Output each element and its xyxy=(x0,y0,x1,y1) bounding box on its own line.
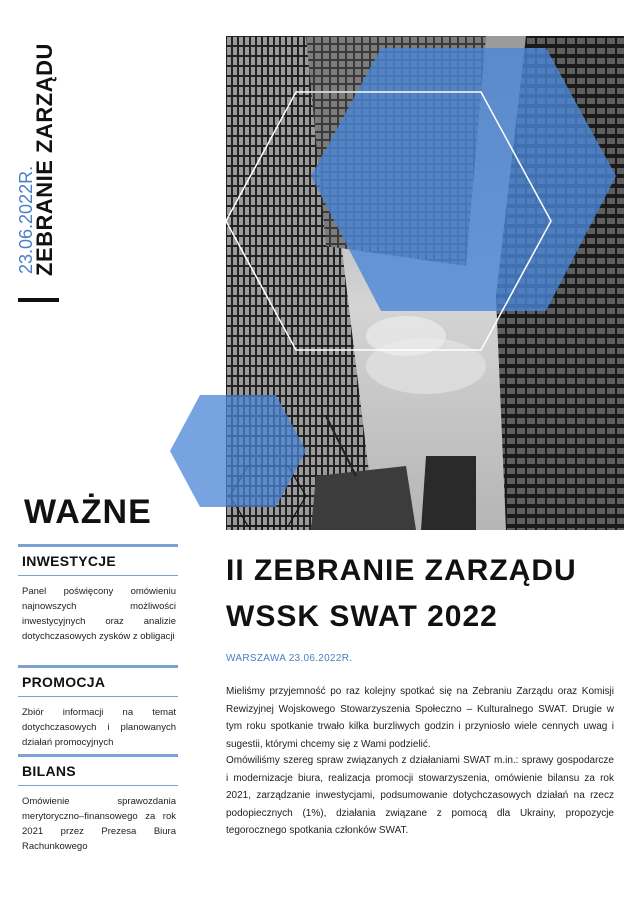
paragraph-1: Mieliśmy przyjemność po raz kolejny spotkać się na Zebraniu Zarządu oraz Komisji Rewizyjnej Wojskowego Stowarzyszenia Społeczno – Kulturalnego SWAT. Drugie w tym roku spotkanie trwało kilka burzliwych godzin i przyniosło wiele cennych uwag i sugestii, którymi chcemy się z Wami podzielić. xyxy=(226,686,614,750)
section-text: Omówienie sprawozdania merytoryczno–finansowego za rok 2021 przez Prezesa Biura Rachunkowego xyxy=(22,796,176,852)
vertical-title: ZEBRANIE ZARZĄDU xyxy=(32,43,57,276)
section-rule xyxy=(18,754,178,757)
section-title: PROMOCJA xyxy=(22,674,106,690)
blue-hexagon-decoration xyxy=(170,395,306,507)
accent-bar xyxy=(18,298,59,302)
section-text: Panel poświęcony omówieniu najnowszych możliwości inwestycyjnych oraz analizie dotychczasowych zysków z obligacji xyxy=(22,586,176,642)
main-title-line2: WSSK SWAT 2022 xyxy=(226,600,498,633)
section-rule xyxy=(18,575,178,576)
section-title: BILANS xyxy=(22,763,76,779)
section-balance xyxy=(18,754,178,854)
section-rule xyxy=(18,665,178,668)
main-title xyxy=(226,548,577,640)
section-investments xyxy=(18,544,178,644)
main-title-line1: II ZEBRANIE ZARZĄDU xyxy=(226,554,577,587)
section-rule xyxy=(18,785,178,786)
section-promotion xyxy=(18,665,178,750)
paragraph-2: Omówiliśmy szereg spraw związanych z działaniami SWAT m.in.: sprawy gospodarcze i modernizacje biura, realizacja promocji stowarzyszenia, omówienie bilansu za rok 2021, zarządzanie inwestycjami, podsumowanie dotychczasowych działań na rzecz podopiecznych (1%), działania związane z pomocą dla Ukrainy, propozycje tegorocznego spotkania członków SWAT. xyxy=(226,755,614,836)
place-date: WARSZAWA 23.06.2022R. xyxy=(226,653,353,664)
section-title: INWESTYCJE xyxy=(22,553,117,569)
vertical-title-block xyxy=(18,14,70,304)
section-rule xyxy=(18,696,178,697)
important-heading: WAŻNE xyxy=(24,493,152,531)
vertical-date: 23.06.2022R. xyxy=(16,165,36,274)
section-text: Zbiór informacji na temat dotychczasowych i planowanych działań promocyjnych xyxy=(22,707,176,748)
section-rule xyxy=(18,544,178,547)
